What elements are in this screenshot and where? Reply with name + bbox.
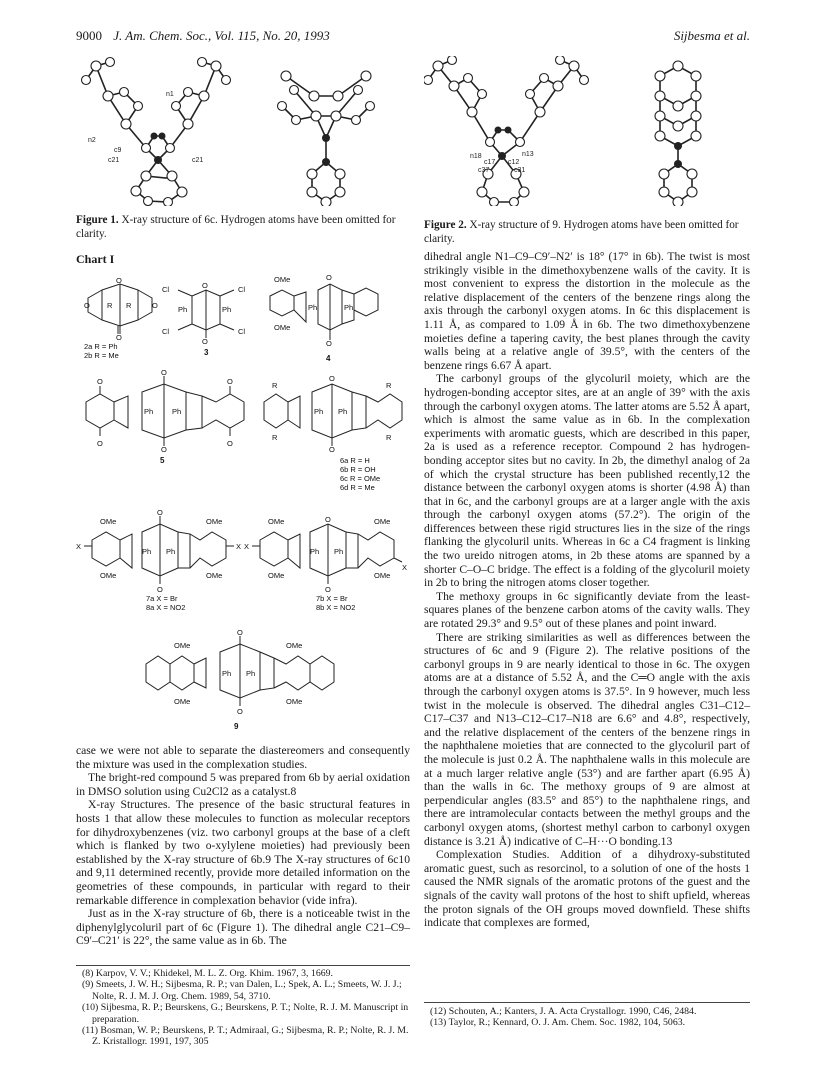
- running-head-authors: Sijbesma et al.: [673, 28, 750, 43]
- s4-o-top: O: [326, 273, 332, 282]
- s2-o-right: O: [152, 301, 158, 310]
- structure-7b-notes: [316, 594, 355, 612]
- left-footnotes: [76, 968, 410, 1048]
- right-paragraph-3: The methoxy groups in 6c significantly deviate from the least-squares planes of the benzene carbon atoms of the cavity walls. They are rotated 29.3° and 9.5° out of these planes and point inward.: [424, 589, 750, 631]
- figure-2-crystal-structure: [424, 56, 750, 206]
- figure-1-caption: [76, 213, 410, 241]
- figure-1-image: [76, 56, 406, 206]
- s9-o-top: O: [237, 628, 243, 637]
- s9-ome-3: OMe: [286, 641, 303, 650]
- s3-ph-1: Ph: [178, 305, 188, 314]
- s3-cl-1: Cl: [162, 285, 170, 294]
- s4-ome-bottom: OMe: [274, 323, 291, 332]
- s2-o-bottom: O: [116, 333, 122, 342]
- compound-number-4: 4: [326, 354, 331, 363]
- structure-7a-drawing: [76, 510, 242, 592]
- note-2a: 2a R = Ph: [84, 342, 118, 351]
- s7a-ome-4: OMe: [206, 571, 223, 580]
- compound-number-9: 9: [234, 722, 239, 731]
- s7a-ome-2: OMe: [100, 571, 117, 580]
- fig1-label-c21-left: c21: [108, 157, 120, 164]
- figure-1-caption-label: Figure 1.: [76, 214, 119, 226]
- s7a-ome-1: OMe: [100, 517, 117, 526]
- page-number: 9000: [76, 28, 102, 43]
- note-6c: 6c R = OMe: [340, 474, 381, 483]
- structure-3-drawing: [158, 282, 254, 344]
- structure-2-notes: [84, 342, 119, 360]
- figure-2-caption-text: X-ray structure of 9. Hydrogen atoms have been omitted for clarity.: [424, 219, 739, 245]
- note-7a: 7a X = Br: [146, 594, 178, 603]
- note-7b: 7b X = Br: [316, 594, 348, 603]
- s3-o-top: O: [202, 281, 208, 290]
- figure-2-image: [424, 56, 750, 206]
- footnote-9: (9) Smeets, J. W. H.; Sijbesma, R. P.; van Dalen, L.; Spek, A. L.; Smeets, W. J. J.; Nolte, R. J. M. J. Org. Chem. 1989, 54, 3710.: [82, 979, 402, 1002]
- structure-2: [80, 276, 160, 342]
- figure-1-caption-text: X-ray structure of 6c. Hydrogen atoms have been omitted for clarity.: [76, 214, 396, 240]
- s3-o-bottom: O: [202, 337, 208, 346]
- structure-3: [158, 282, 254, 344]
- s7b-ome-4: OMe: [374, 571, 391, 580]
- structure-7b: [244, 510, 410, 592]
- right-footnotes: [424, 1006, 750, 1029]
- s7b-ome-1: OMe: [268, 517, 285, 526]
- running-head-left: [76, 28, 330, 44]
- fig2-label-n18: n18: [470, 153, 482, 160]
- figure-2-caption: [424, 218, 750, 246]
- s4-ph-left: Ph: [308, 303, 318, 312]
- right-paragraph-4: There are striking similarities as well as differences between the structures of 6c and 9 (Figure 2). The relative positions of the carbonyl groups in 9 are nearly identical to those in 6c. The oxygen atoms are at a distance of 5.52 Å, and the C═O angle with the axis through the carbonyl oxygen atoms is 37.5°. In 9 however, much less twist in the molecule is observed. The dihedral angles C31–C12–C17–C37 and N13–C12–C17–N18 are 6.6° and 4.8°, respectively, and the relative displacement of the centers of the benzene rings in the naphthalene moieties that are connected to the glycoluril part of the molecule is just 0.2 Å. The naphthalene walls in this molecule are at a much larger relative angle (53°) and are farther apart (6.95 Å) than the walls in 6c. The methoxy groups of 9 are almost at perpendicular angles (83.5° and 85°) to the naphthalene rings, and there are intramolecular contacts between the methyl groups and the carbonyl oxygen atoms, (shortest methyl carbon to carbonyl oxygen distance is 3.21 Å) indicative of C–H···O bonding.13: [424, 630, 750, 848]
- right-column-body: [424, 250, 750, 930]
- s5-o-6: O: [161, 445, 167, 454]
- structure-5-drawing: [80, 368, 250, 454]
- fig2-label-c37: c37: [478, 167, 490, 174]
- s6-r-4: R: [386, 433, 392, 442]
- left-paragraph-2: The bright-red compound 5 was prepared from 6b by aerial oxidation in DMSO solution using Cu2Cl2 as a catalyst.8: [76, 771, 410, 798]
- s4-ph-right: Ph: [344, 303, 354, 312]
- footnote-13: (13) Taylor, R.; Kennard, O. J. Am. Chem. Soc. 1982, 104, 5063.: [430, 1017, 686, 1029]
- fig2-label-c12: c12: [508, 159, 520, 166]
- structure-4-drawing: [262, 270, 392, 346]
- s3-cl-4: Cl: [238, 327, 246, 336]
- running-head: [76, 28, 750, 48]
- s3-cl-2: Cl: [238, 285, 246, 294]
- s5-ph-2: Ph: [172, 407, 182, 416]
- journal-citation: J. Am. Chem. Soc., Vol. 115, No. 20, 1993: [113, 28, 330, 43]
- structure-6-drawing: [258, 372, 408, 452]
- note-8a: 8a X = NO2: [146, 603, 186, 612]
- s4-o-bottom: O: [326, 339, 332, 348]
- structure-5: [80, 368, 250, 454]
- s2-o-top: O: [116, 276, 122, 285]
- note-6a: 6a R = H: [340, 456, 370, 465]
- s7b-o-top: O: [325, 515, 331, 524]
- s9-ome-1: OMe: [174, 641, 191, 650]
- s5-o-5: O: [161, 368, 167, 377]
- s9-ph-2: Ph: [246, 669, 256, 678]
- s7a-ome-3: OMe: [206, 517, 223, 526]
- structure-6-notes: [340, 456, 380, 492]
- s2-r-left: R: [107, 301, 113, 310]
- note-8b: 8b X = NO2: [316, 603, 356, 612]
- s3-cl-3: Cl: [162, 327, 170, 336]
- s7b-ph-2: Ph: [334, 547, 344, 556]
- s9-ome-2: OMe: [174, 697, 191, 706]
- s5-ph-1: Ph: [144, 407, 154, 416]
- left-column-body: [76, 744, 410, 948]
- fig2-label-c17: c17: [484, 159, 496, 166]
- s7a-o-bottom: O: [157, 585, 163, 594]
- structure-9-drawing: [140, 628, 340, 718]
- s7a-o-top: O: [157, 508, 163, 517]
- s7b-x-right: X: [402, 563, 408, 572]
- s7a-x-left: X: [76, 542, 82, 551]
- s7a-ph-2: Ph: [166, 547, 176, 556]
- fig1-label-c21-right: c21: [192, 157, 204, 164]
- s6-ph-2: Ph: [338, 407, 348, 416]
- right-footnote-rule: [424, 1002, 750, 1003]
- s6-ph-1: Ph: [314, 407, 324, 416]
- footnote-10: (10) Sijbesma, R. P.; Beurskens, G.; Beurskens, P. T.; Nolte, R. J. M. Manuscript in preparation.: [82, 1002, 409, 1025]
- s6-o-top: O: [329, 374, 335, 383]
- structure-9: [140, 628, 340, 718]
- s6-r-2: R: [272, 433, 278, 442]
- s7a-ph-1: Ph: [142, 547, 152, 556]
- note-6d: 6d R = Me: [340, 483, 375, 492]
- s6-r-1: R: [272, 381, 278, 390]
- structure-7a-notes: [146, 594, 185, 612]
- s5-o-2: O: [97, 439, 103, 448]
- fig2-label-n13: n13: [522, 151, 534, 158]
- structure-4: [262, 270, 392, 346]
- chart-title: Chart I: [76, 252, 115, 266]
- footnote-11: (11) Bosman, W. P.; Beurskens, P. T.; Admiraal, G.; Sijbesma, R. P.; Nolte, R. J. M. Z. Kristallogr. 1991, 197, 305: [82, 1025, 409, 1048]
- s4-ome-top: OMe: [274, 275, 291, 284]
- s5-o-4: O: [227, 439, 233, 448]
- s5-o-3: O: [227, 377, 233, 386]
- structure-7b-drawing: [244, 510, 410, 592]
- right-paragraph-2: The carbonyl groups of the glycoluril moiety, which are the hydrogen-bonding acceptor sites, are at an angle of 39° with the axis through the carbonyl oxygen atoms. The latter atoms are 5.52 Å apart, which is almost the same value as in 6b. In the complexation experiments with aromatic guests, which are described in this paper, 2a is used as a reference receptor. Compound 2 has hydrogen- bonding acceptor sites but no cavity. In 2b, the dimethyl analog of 2a of which the crystal structure has been published recently,12 the distance between the carbonyl oxygen atoms is shorter (4.98 Å) than that in 6c, and the carbonyl groups are at a larger angle with the axis through the carbonyl oxygen atoms (57.2°). The origin of the differences between these rigid structures lies in the size of the rings flanking the glycoluril units. Whereas in 6c a C4 fragment is linking the two ureido nitrogen atoms, in 2b these atoms are spanned by a shorter C–O–C bridge. The effect is a folding of the glycoluril moiety in 2b to bring the nitrogen atoms closer together.: [424, 372, 750, 590]
- fig1-label-n2: n2: [88, 137, 96, 144]
- fig1-label-n1: n1: [166, 91, 174, 98]
- s7b-o-bottom: O: [325, 585, 331, 594]
- left-paragraph-3: X-ray Structures. The presence of the basic structural features in hosts 1 that allow these molecules to function as molecular receptors for dihydroxybenzenes (viz. two carbonyl groups at the base of a cleft which is flanked by two o-xylylene moieties) had previously been established by the X-ray structure of 6b.9 The X-ray structures of 6c10 and 9,11 determined recently, provide more detailed information on the geometries of these compounds, in particular with regard to their remarkable difference in complexation behavior (vide infra).: [76, 798, 410, 907]
- s7b-ome-3: OMe: [374, 517, 391, 526]
- s9-o-bottom: O: [237, 707, 243, 716]
- figure-2-caption-label: Figure 2.: [424, 219, 467, 231]
- s6-o-bottom: O: [329, 445, 335, 454]
- s2-o-left: O: [84, 301, 90, 310]
- s7a-x-right: X: [236, 542, 242, 551]
- right-paragraph-5: Complexation Studies. Addition of a dihydroxy-substituted aromatic guest, such as resorcinol, to a solution of one of the hosts 1 caused the NMR signals of the aromatic protons of the guest and the signals of the cavity wall protons of the host to shift upfield, whereas the proton signals of the OH groups moved downfield. These shifts indicate that complexes are formed,: [424, 848, 750, 930]
- right-paragraph-1: dihedral angle N1–C9–C9′–N2′ is 18° (17° in 6b). The twist is most strikingly visible in the dimethoxybenzene walls of the cavity. It is most convenient to express the distortion in the molecule as the relative displacement of the centers of the benzene rings along the axis through the carbonyl oxygen atoms. In 6c this displacement is 1.11 Å, as compared to 1.09 Å in 6b. The two dimethoxybenzene moieties define a tapering cavity, the best planes through the cavity walls being at a relative angle of 39.5°, with the centers of the benzene rings 6.67 Å apart.: [424, 250, 750, 372]
- fig1-label-c9: c9: [114, 147, 122, 154]
- left-paragraph-4: Just as in the X-ray structure of 6b, there is a noticeable twist in the diphenylglycoluril part of 6c (Figure 1). The dihedral angle C21–C9–C9′–C21′ is 22°, the same value as in 6b. The: [76, 907, 410, 948]
- s2-r-right: R: [126, 301, 132, 310]
- fig2-label-c31: c31: [514, 167, 526, 174]
- structure-2-drawing: [80, 276, 160, 342]
- s9-ph-1: Ph: [222, 669, 232, 678]
- note-6b: 6b R = OH: [340, 465, 376, 474]
- left-footnote-rule: [76, 965, 410, 966]
- structure-6: [258, 372, 408, 452]
- footnote-8: (8) Karpov, V. V.; Khidekel, M. L. Z. Org. Khim. 1967, 3, 1669.: [82, 968, 333, 979]
- s7b-ph-1: Ph: [310, 547, 320, 556]
- figure-1-crystal-structure: [76, 56, 406, 206]
- s6-r-3: R: [386, 381, 392, 390]
- left-paragraph-1: case we were not able to separate the diastereomers and consequently the mixture was used in the complexation studies.: [76, 744, 410, 771]
- note-2b: 2b R = Me: [84, 351, 119, 360]
- s9-ome-4: OMe: [286, 697, 303, 706]
- structure-7a: [76, 510, 242, 592]
- s3-ph-2: Ph: [222, 305, 232, 314]
- compound-number-3: 3: [204, 348, 209, 357]
- s7b-x-left: X: [244, 542, 250, 551]
- compound-number-5: 5: [160, 456, 165, 465]
- footnote-12: (12) Schouten, A.; Kanters, J. A. Acta Crystallogr. 1990, C46, 2484.: [430, 1006, 697, 1017]
- s7b-ome-2: OMe: [268, 571, 285, 580]
- s5-o-1: O: [97, 377, 103, 386]
